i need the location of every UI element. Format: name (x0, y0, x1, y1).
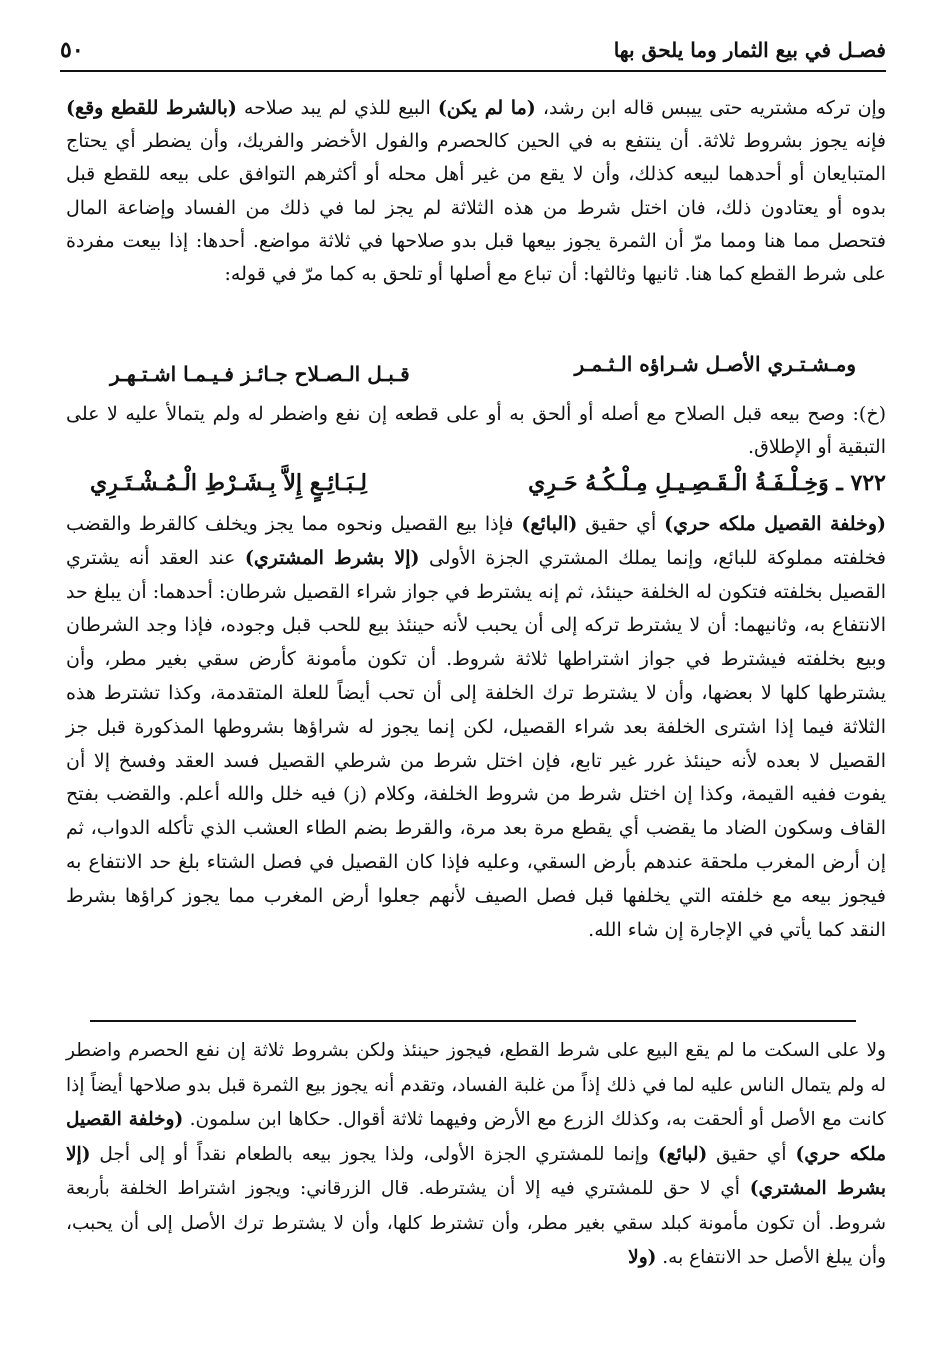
text-run: أي حقيق (707, 1143, 796, 1165)
text-run: ولا على السكت ما لم يقع البيع على شرط القطع، فيجوز حينئذ ولكن بشروط ثلاثة إن نفع الحصرم واضطر له ولم يتمال الناس عليه لما في ذلك إذاً من غلبة الفساد، وتقدم أنه يجوز بيع الثمرة قبل بدو صلاحها أيضاً إذا كانت مع الأصل أو ألحقت به، وكذلك الزرع مع الأرض وفيهما ثلاثة أقوال. حكاها ابن سلمون. (66, 1040, 886, 1130)
text-run: أي لا حق للمشتري فيه إلا أن يشترطه. قال الزرقاني: ويجوز اشتراط الخلفة بأربعة شروط. أن تكون مأمونة كبلد سقي بغير مطر، وأن تشترط كلها، وأن لا يشترط ترك الأصل إلى أن يحبب، وأن يبلغ الأصل حد الانتفاع به. (66, 1178, 886, 1268)
bold-quote: (وخلفة القصيل ملكه حري) (664, 513, 887, 535)
bold-quote: (إلا بشرط المشتري) (244, 546, 420, 569)
verse-722-first-hemistich: ٧٢٢ ـ وَخِـلْـفَـةُ الْـقَـصِـيـلِ مِـلْـكُـهُ حَـرِي (528, 470, 886, 496)
intro-paragraph (66, 92, 886, 291)
text-run: فإذا بيع القصيل ونحوه مما يجز ويخلف كالقرط والقضب فخلفته مملوكة للبائع، وإنما يملك المشتري الجزة الأولى (66, 513, 886, 569)
verse-722-second-hemistich: لِـبَـائِـعٍ إِلاَّ بِـشَـرْطِ الْـمُـشْـتَـرِي (90, 470, 367, 496)
text-run: وإن تركه مشتريه حتى ييبس قاله ابن رشد، (535, 97, 886, 119)
chapter-title: فصـل في بيع الثمار وما يلحق بها (613, 38, 886, 62)
verse-second-hemistich: قـبـل الـصـلاح جـائـز فـيـمـا اشـتـهـر (110, 362, 410, 386)
bold-quote: (ما لم يكن) (437, 97, 536, 119)
text-run: وإنما للمشتري الجزة الأولى، ولذا يجوز بيعه بالطعام نقداً أو إلى أجل (90, 1143, 658, 1165)
bold-quote: (وخلفة القصيل ملكه حري) (66, 1109, 886, 1165)
footnote-paragraph (66, 1034, 886, 1276)
page-number: ٥٠ (60, 37, 84, 63)
footnote-separator (90, 1020, 856, 1022)
verse-first-hemistich: ومـشـتـري الأصـل شـراؤه الـثـمـر (574, 352, 856, 376)
bold-quote: (ولا (628, 1247, 657, 1268)
verse-722 (90, 470, 886, 496)
commentary-paragraph (66, 508, 886, 947)
quoted-verse (110, 352, 856, 386)
bold-quote: (لبائع) (657, 1143, 708, 1165)
page-header (60, 30, 886, 72)
text-run: فإنه يجوز بشروط ثلاثة. أن ينتفع به في الحين كالحصرم والفول الأخضر والفريك، وأن يضطر أي يحتاج المتبايعان أو أحدهما لبيعه كذلك، وأن لا يقع من غير أهل محله أو أكثرهم التوافق على بيعه للقطع قبل بدوه أو يعتادون ذلك، فان اختل شرط من هذه الثلاثة لم يجز لما في ذلك من الفساد وإضاعة المال فتحصل مما هنا ومما مرّ أن الثمرة يجوز بيعها قبل بدو صلاحها في ثلاثة مواضع. أحدها: إذا بيعت مفردة على شرط القطع كما هنا. ثانيها وثالثها: أن تباع مع أصلها أو تلحق به كما مرّ في قوله: (66, 130, 886, 286)
khalil-quote: (خ): وصح بيعه قبل الصلاح مع أصله أو ألحق به أو على قطعه إن نفع واضطر له ولم يتمالأ عليه لا على التبقية أو الإطلاق. (66, 403, 886, 458)
text-run: عند العقد أنه يشتري القصيل بخلفته فتكون له الخلفة حينئذ، ثم إنه يشترط في جواز شراء القصيل شرطان: أحدهما: أن يبلغ حد الانتفاع به، وثانيهما: أن لا يشترط تركه إلى أن يحبب لأنه حينئذ بيع للحب قبل وجوده، فإذا وجد الشرطان وبيع بخلفته فيشترط في جواز اشتراطها ثلاثة شروط. أن تكون مأمونة كأرض سقي بغير مطر، وأن يشترطها كلها لا بعضها، وأن لا يشترط ترك الخلفة إلى أن تحب أيضاً للعلة المتقدمة، وكذا تشترط هذه الثلاثة فيما إذا اشترى الخلفة بعد شراء القصيل، لكن إنما يجوز له شراؤها بشروطها المذكورة قبل جز القصيل لا بعده لأنه حينئذ غرر غير تابع، فإن اختل شرط من شرطي القصيل فسد العقد وفسخ إلا أن يفوت ففيه القيمة، وكذا إن اختل شرط من شروط الخلفة، وكلام (ز) فيه خلل والله أعلم. والقضب بفتح القاف وسكون الضاد ما يقضب أي يقطع مرة بعد مرة، والقرط بضم الطاء العشب الذي تأكله الدواب، ثم إن أرض المغرب ملحقة عندهم بأرض السقي، وعليه فإذا كان القصيل في فصل الشتاء بلغ حد الانتفاع به فيجوز بيعه مع خلفته التي يخلفها قبل فصل الصيف لأنهم جعلوا أرض المغرب مما يجوز كراؤها بشرط النقد كما يأتي في الإجارة إن شاء الله. (66, 546, 886, 941)
bold-quote: (بالشرط للقطع وقع) (66, 97, 237, 119)
bold-quote: (إلا بشرط المشتري) (66, 1143, 886, 1199)
khalil-quote-paragraph (66, 398, 886, 464)
bold-quote: (البائع) (521, 513, 578, 535)
text-run: البيع للذي لم يبد صلاحه (236, 97, 438, 119)
text-run: أي حقيق (577, 513, 665, 535)
